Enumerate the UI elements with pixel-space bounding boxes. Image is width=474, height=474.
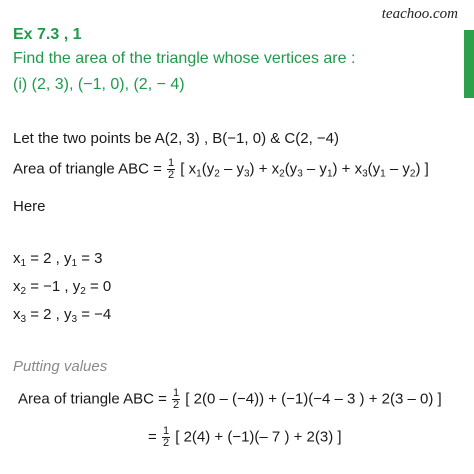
f-sub: 1 [326,168,333,180]
v-sub: 3 [71,314,78,325]
half-fraction [172,388,180,411]
f-text: – y [385,160,410,178]
f-text: ) + x [249,160,280,178]
frac-den: 2 [168,169,175,181]
frac-num: 1 [162,425,170,437]
f-sub: 3 [362,168,368,180]
frac-num: 1 [168,157,175,169]
area-formula [13,158,429,181]
v-sub: 3 [20,314,27,325]
f-sub: 2 [279,168,285,180]
half-fraction [162,426,170,449]
calc-line-1 [18,388,442,411]
here-label: Here [13,198,46,215]
v-text: = 2 , y [26,250,72,267]
f-text: (y [201,160,215,178]
v-text: x [13,278,21,295]
v-sub: 2 [80,286,86,297]
f-text: (y [367,160,381,178]
equals-sign: = [148,428,161,446]
v-text: x [13,306,21,323]
v-sub: 2 [20,286,27,297]
f-text: (y [284,160,298,178]
half-fraction [167,158,175,181]
v-sub: 1 [71,258,78,269]
question-part: (i) (2, 3), (−1, 0), (2, − 4) [13,76,185,93]
v-sub: 1 [20,258,27,269]
calc-text: [ 2(4) + (−1)(– 7 ) + 2(3) ] [171,428,342,446]
v-text: = 2 , y [26,306,72,323]
area-label: Area of triangle ABC = [13,160,167,178]
f-text: [ x [176,160,197,178]
frac-den: 2 [162,437,170,449]
v-text: = −4 [77,306,112,323]
f-text: – y [219,160,244,178]
v-text: x [13,250,21,267]
let-line: Let the two points be A(2, 3) , B(−1, 0) & C(2, −4) [13,130,340,147]
values-row-2 [13,278,111,295]
exercise-title: Ex 7.3 , 1 [13,26,82,43]
putting-values-label: Putting values [13,358,108,375]
f-sub: 1 [196,168,202,180]
area-label: Area of triangle ABC = [18,390,172,408]
frac-den: 2 [173,399,180,411]
values-row-3 [13,306,111,323]
frac-num: 1 [173,387,180,399]
f-sub: 2 [409,168,416,180]
f-text: ) + x [332,160,363,178]
f-sub: 1 [380,168,386,180]
calc-line-2 [148,426,342,449]
v-text: = 3 [77,250,103,267]
v-text: = 0 [85,278,112,295]
brand-logo: teachoo.com [381,6,458,22]
f-text: – y [302,160,327,178]
accent-bar [464,30,474,98]
calc-text: [ 2(0 – (−4)) + (−1)(−4 – 3 ) + 2(3 – 0) ] [181,390,442,408]
values-row-1 [13,250,103,267]
f-sub: 3 [297,168,303,180]
f-text: ) ] [415,160,429,178]
v-text: = −1 , y [26,278,81,295]
f-sub: 3 [243,168,250,180]
f-sub: 2 [214,168,220,180]
question-text: Find the area of the triangle whose vertices are : [13,50,356,67]
